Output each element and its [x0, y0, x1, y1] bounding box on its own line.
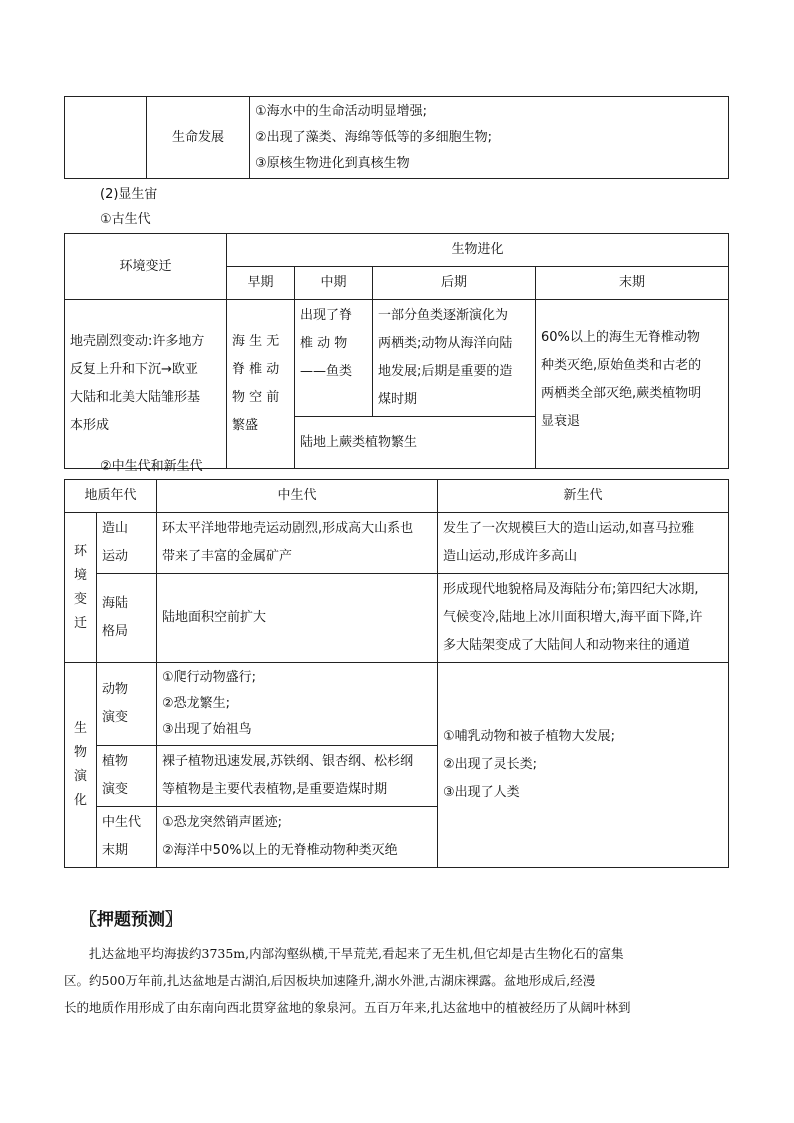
meso-ceno-heading: ②中生代和新生代: [100, 459, 203, 474]
middle-line: 椎 动 物: [300, 336, 348, 351]
para-line-1: 扎达盆地平均海拔约3735m,内部沟壑纵横,干旱荒芜,看起来了无生机,但它却是古生物化石的富集: [89, 946, 624, 961]
items-cell: [250, 97, 729, 179]
label-line: 演变: [102, 710, 129, 725]
text-line: ②海洋中50%以上的无脊椎动物种类灭绝: [162, 843, 398, 858]
phanerozoic-heading: (2)显生宙: [100, 187, 158, 202]
animal-label: [97, 663, 157, 746]
era-header: 地质年代: [65, 480, 157, 513]
env-text: [65, 300, 227, 469]
label-line: 中生代: [102, 815, 142, 830]
ceno-bio: [438, 663, 729, 868]
period-early: 早期: [227, 267, 295, 300]
empty-cell: [65, 97, 147, 179]
text-line: 等植物是主要代表植物,是重要造煤时期: [162, 782, 388, 797]
label-line: 动物: [102, 682, 129, 697]
env-char: 境: [73, 567, 87, 583]
bio-group-label: [65, 663, 97, 868]
end-line: 种类灭绝,原始鱼类和古老的: [541, 358, 702, 373]
landsea-ceno: [438, 574, 729, 663]
early-line: 繁盛: [232, 418, 259, 433]
item-1: ①海水中的生命活动明显增强;: [255, 103, 428, 119]
text-line: 形成现代地貌格局及海陆分布;第四纪大冰期,: [443, 582, 699, 597]
late-line: 地发展;后期是重要的造: [378, 364, 513, 379]
category-cell: 生命发展: [147, 97, 250, 179]
middle-text: [295, 300, 373, 417]
plant-label: [97, 746, 157, 807]
label-line: 格局: [102, 624, 129, 639]
end-line: 两栖类全部灭绝,蕨类植物明: [541, 386, 702, 401]
text-line: ①恐龙突然销声匿迹;: [162, 815, 283, 830]
text-line: 环太平洋地带地壳运动剧烈,形成高大山系也: [162, 521, 414, 536]
landsea-label: [97, 574, 157, 663]
label-line: 造山: [102, 521, 129, 536]
bio-char: 化: [73, 793, 87, 808]
landsea-meso: 陆地面积空前扩大: [157, 574, 438, 663]
env-header: 环境变迁: [65, 234, 227, 300]
bio-header: 生物进化: [227, 234, 729, 267]
period-late: 后期: [373, 267, 536, 300]
bio-char: 物: [73, 745, 87, 760]
env-line: 大陆和北美大陆雏形基: [70, 390, 201, 405]
orogeny-label: [97, 513, 157, 574]
early-line: 脊 椎 动: [232, 362, 280, 377]
orogeny-meso: [157, 513, 438, 574]
text-line: ①爬行动物盛行;: [162, 670, 257, 685]
label-line: 演变: [102, 782, 129, 797]
paleozoic-heading: ①古生代: [100, 212, 151, 227]
text-line: 气候变冷,陆地上冰川面积增大,海平面下降,许: [443, 610, 703, 625]
label-line: 末期: [102, 843, 129, 858]
env-line: 地壳剧烈变动:许多地方: [70, 334, 205, 349]
end-text: [536, 300, 729, 469]
meso-ceno-table: [64, 479, 729, 868]
period-middle: 中期: [295, 267, 373, 300]
label-line: 植物: [102, 754, 129, 769]
item-3: ③原核生物进化到真核生物: [255, 155, 410, 171]
env-line: 本形成: [70, 418, 110, 433]
late-meso-meso: [157, 807, 438, 868]
middle-line: ——鱼类: [300, 364, 353, 379]
prediction-title: 〖押题预测〗: [80, 910, 182, 930]
orogeny-ceno: [438, 513, 729, 574]
end-line: 60%以上的海生无脊椎动物: [541, 330, 700, 345]
end-line: 显衰退: [541, 414, 581, 429]
para-line-3: 长的地质作用形成了由东南向西北贯穿盆地的象泉河。五百万年来,扎达盆地中的植被经历了从阔叶林到: [64, 1000, 631, 1015]
early-line: 物 空 前: [232, 390, 280, 405]
text-line: 多大陆架变成了大陆间人和动物来往的通道: [443, 638, 691, 653]
early-line: 海 生 无: [232, 334, 280, 349]
late-meso-label: [97, 807, 157, 868]
late-text: [373, 300, 536, 417]
env-char: 迁: [73, 615, 87, 631]
bio-char: 演: [73, 769, 87, 784]
middle-line: 出现了脊: [300, 308, 353, 323]
ceno-header: 新生代: [438, 480, 729, 513]
env-line: 反复上升和下沉→欧亚: [70, 362, 198, 377]
prediction-paragraph: [64, 940, 729, 1021]
text-line: ①哺乳动物和被子植物大发展;: [443, 729, 616, 744]
label-line: 海陆: [102, 596, 129, 611]
period-end: 末期: [536, 267, 729, 300]
text-line: 发生了一次规模巨大的造山运动,如喜马拉雅: [443, 521, 695, 536]
late-line: 两栖类;动物从海洋向陆: [378, 336, 513, 351]
item-2: ②出现了藻类、海绵等低等的多细胞生物;: [255, 129, 493, 145]
plant-meso: [157, 746, 438, 807]
text-line: ③出现了始祖鸟: [162, 722, 252, 737]
early-text: [227, 300, 295, 469]
text-line: ②恐龙繁生;: [162, 696, 231, 711]
label-line: 运动: [102, 549, 129, 564]
text-line: 造山运动,形成许多高山: [443, 549, 578, 564]
text-line: ③出现了人类: [443, 785, 520, 800]
bio-char: 生: [73, 721, 87, 736]
text-line: 裸子植物迅速发展,苏铁纲、银杏纲、松杉纲: [162, 754, 414, 769]
env-group-label: [65, 513, 97, 663]
life-development-table: [64, 96, 729, 179]
env-char: 环: [73, 543, 87, 559]
para-line-2: 区。约500万年前,扎达盆地是古湖泊,后因板块加速隆升,湖水外泄,古湖床裸露。盆地形成后,经漫: [64, 973, 596, 988]
paleozoic-table: [64, 233, 729, 469]
text-line: 带来了丰富的金属矿产: [162, 549, 293, 564]
late-line: 煤时期: [378, 392, 418, 407]
text-line: ②出现了灵长类;: [443, 757, 538, 772]
late-bottom-text: 陆地上蕨类植物繁生: [295, 417, 536, 469]
meso-header: 中生代: [157, 480, 438, 513]
late-line: 一部分鱼类逐渐演化为: [378, 308, 509, 323]
animal-meso: [157, 663, 438, 746]
env-char: 变: [73, 591, 87, 607]
